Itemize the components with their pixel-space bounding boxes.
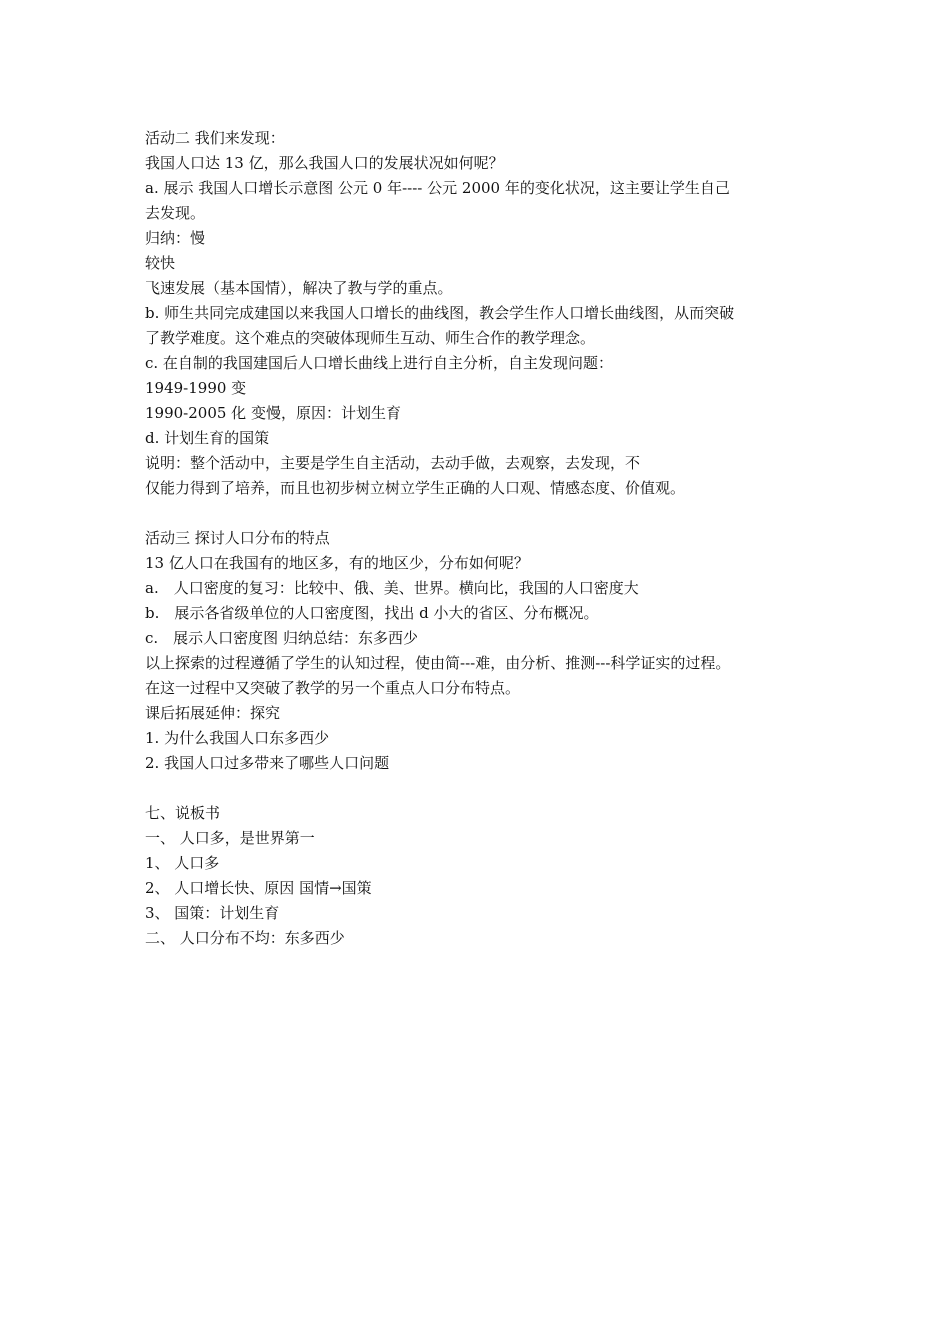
activity3-line-6: 在这一过程中又突破了教学的另一个重点人口分布特点。 xyxy=(145,679,521,697)
activity3-line-5: 以上探索的过程遵循了学生的认知过程，使由简---难，由分析、推测---科学证实的过程。 xyxy=(145,654,731,672)
activity2-line-5: 较快 xyxy=(145,254,176,272)
activity3-line-2: a. 人口密度的复习：比较中、俄、美、世界。横向比，我国的人口密度大 xyxy=(145,579,639,597)
section7-line-5: 二、 人口分布不均：东多西少 xyxy=(145,929,345,947)
activity3-line-4: c. 展示人口密度图 归纳总结：东多西少 xyxy=(145,629,418,647)
activity3-line-3: b. 展示各省级单位的人口密度图，找出 d 小大的省区、分布概况。 xyxy=(145,604,599,622)
activity3-title: 活动三 探讨人口分布的特点 xyxy=(145,529,330,547)
activity2-line-2: a. 展示 我国人口增长示意图 公元 0 年---- 公元 2000 年的变化状况，这主要让学生自己 xyxy=(145,179,730,197)
activity2-line-11: 1990-2005 化 变慢，原因：计划生育 xyxy=(145,404,401,422)
activity3-line-8: 1. 为什么我国人口东多西少 xyxy=(145,729,330,747)
section7-line-2: 1、 人口多 xyxy=(145,854,220,872)
activity3-line-7: 课后拓展延伸：探究 xyxy=(145,704,281,722)
activity2-line-4: 归纳：慢 xyxy=(145,229,206,247)
paragraph-gap xyxy=(145,776,825,801)
section7-title: 七、说板书 xyxy=(145,804,221,822)
activity3-line-9: 2. 我国人口过多带来了哪些人口问题 xyxy=(145,754,390,772)
paragraph-gap xyxy=(145,501,825,526)
activity2-line-7: b. 师生共同完成建国以来我国人口增长的曲线图，教会学生作人口增长曲线图，从而突破 xyxy=(145,304,735,322)
activity2-line-13: 说明：整个活动中，主要是学生自主活动，去动手做，去观察，去发现，不 xyxy=(145,454,641,472)
section7-line-4: 3、 国策：计划生育 xyxy=(145,904,280,922)
activity2-line-14: 仅能力得到了培养，而且也初步树立树立学生正确的人口观、情感态度、价值观。 xyxy=(145,479,686,497)
activity2-line-3: 去发现。 xyxy=(145,204,206,222)
section7-line-3: 2、 人口增长快、原因 国情→国策 xyxy=(145,879,372,897)
activity2-title: 活动二 我们来发现： xyxy=(145,129,285,147)
activity2-line-6: 飞速发展（基本国情），解决了教与学的重点。 xyxy=(145,279,453,297)
activity3-line-1: 13 亿人口在我国有的地区多，有的地区少，分布如何呢？ xyxy=(145,554,529,572)
activity2-line-1: 我国人口达 13 亿，那么我国人口的发展状况如何呢？ xyxy=(145,154,504,172)
activity2-line-12: d. 计划生育的国策 xyxy=(145,429,270,447)
activity2-line-9: c. 在自制的我国建国后人口增长曲线上进行自主分析，自主发现问题： xyxy=(145,354,613,372)
activity2-line-10: 1949-1990 变 xyxy=(145,379,247,397)
section7-line-1: 一、 人口多，是世界第一 xyxy=(145,829,315,847)
activity2-line-8: 了教学难度。这个难点的突破体现师生互动、师生合作的教学理念。 xyxy=(145,329,596,347)
document-body xyxy=(145,126,825,951)
